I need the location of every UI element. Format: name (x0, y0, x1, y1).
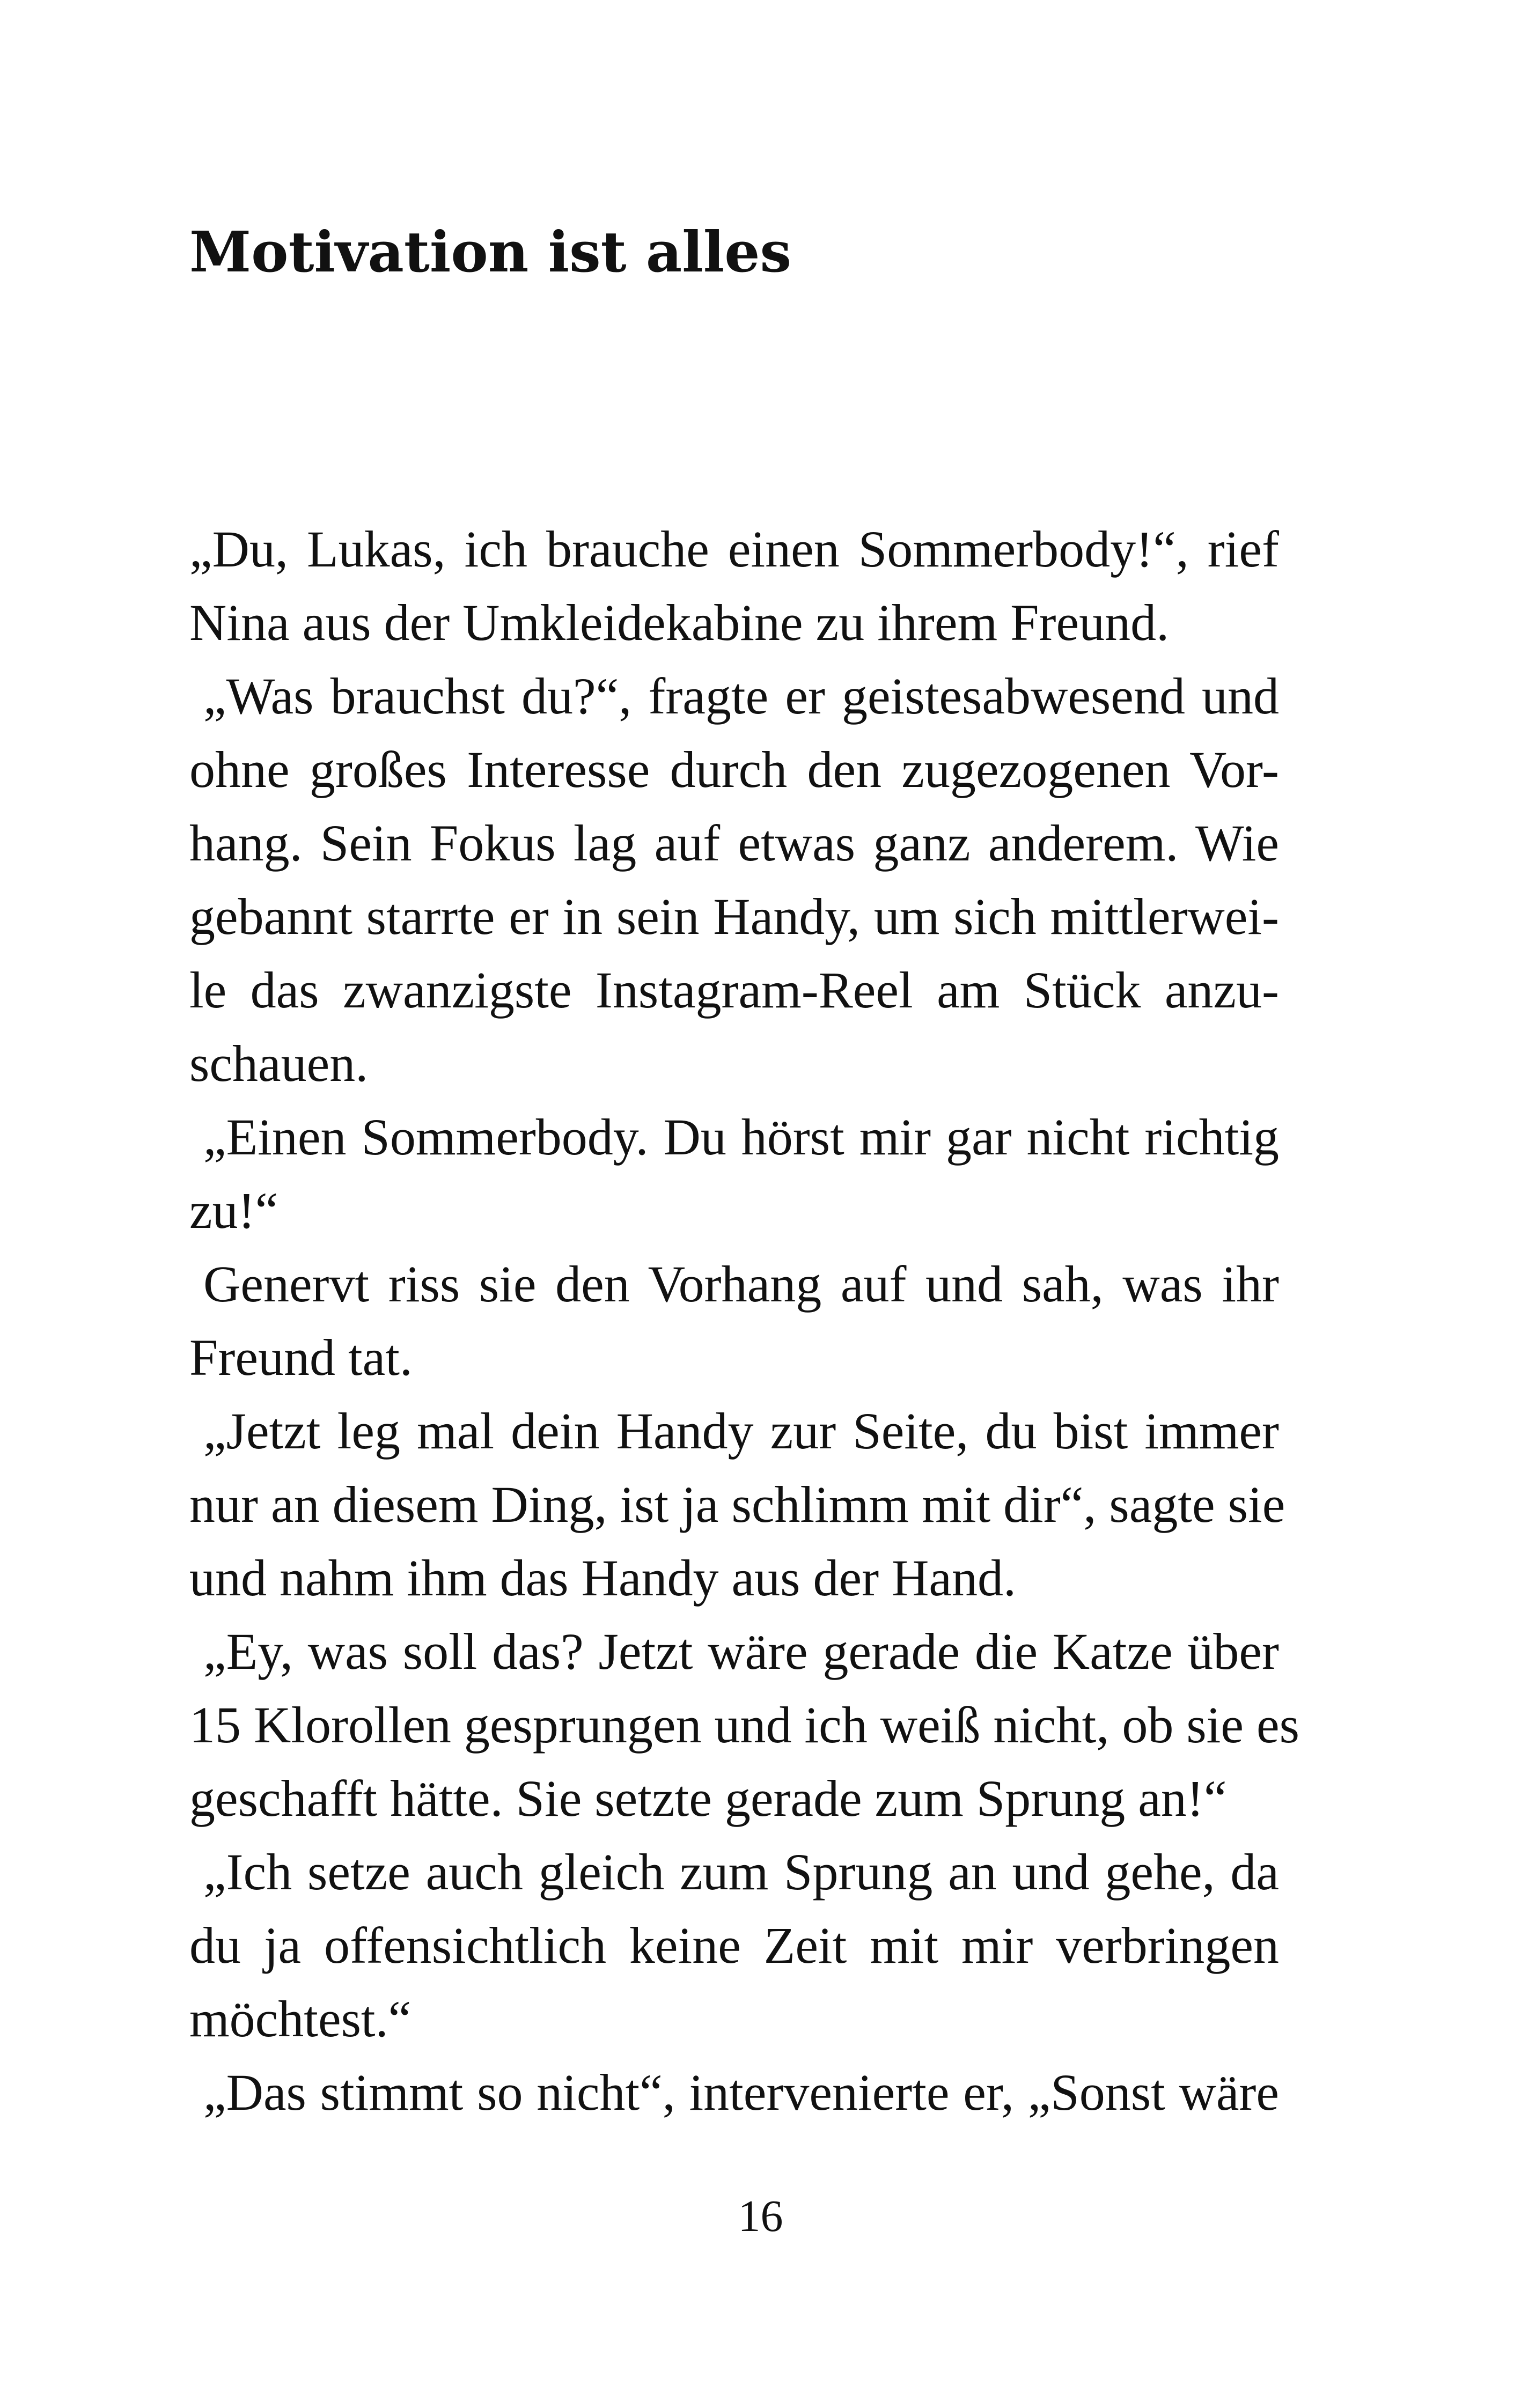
text-line: schauen. (189, 1035, 369, 1092)
page-number: 16 (738, 2191, 783, 2241)
text-line: Nina aus der Umkleidekabine zu ihrem Freund. (189, 594, 1170, 651)
text-line: 15 Klorollen gesprungen und ich weiß nicht, ob sie es (189, 1696, 1299, 1754)
text-line: „Ich setze auch gleich zum Sprung an und gehe, da (203, 1843, 1279, 1901)
text-line: gebannt starrte er in sein Handy, um sich mittlerwei- (189, 888, 1279, 945)
text-line: zu!“ (189, 1182, 278, 1239)
text-line: Genervt riss sie den Vorhang auf und sah, was ihr (203, 1255, 1279, 1313)
text-line: möchtest.“ (189, 1990, 412, 2048)
text-line: „Jetzt leg mal dein Handy zur Seite, du bist immer (203, 1402, 1279, 1460)
text-line: Freund tat. (189, 1329, 413, 1386)
text-line: nur an diesem Ding, ist ja schlimm mit dir“, sagte sie (189, 1476, 1285, 1533)
text-line: „Du, Lukas, ich brauche einen Sommerbody!“, rief (189, 520, 1279, 578)
text-line: hang. Sein Fokus lag auf etwas ganz anderem. Wie (189, 814, 1279, 872)
text-line: „Das stimmt so nicht“, intervenierte er, „Sonst wäre (203, 2064, 1279, 2121)
text-line: le das zwanzigste Instagram-Reel am Stück anzu- (189, 961, 1279, 1019)
text-line: „Ey, was soll das? Jetzt wäre gerade die Katze über (203, 1623, 1279, 1680)
text-line: ohne großes Interesse durch den zugezogenen Vor- (189, 741, 1279, 798)
text-line: „Was brauchst du?“, fragte er geistesabwesend und (203, 667, 1279, 725)
text-line: und nahm ihm das Handy aus der Hand. (189, 1549, 1017, 1607)
chapter-body-text (189, 512, 1299, 2129)
text-line: du ja offensichtlich keine Zeit mit mir verbringen (189, 1917, 1279, 1974)
text-line: „Einen Sommerbody. Du hörst mir gar nicht richtig (203, 1108, 1279, 1166)
chapter-title: Motivation ist alles (189, 219, 792, 285)
text-line: geschafft hätte. Sie setzte gerade zum Sprung an!“ (189, 1770, 1227, 1827)
